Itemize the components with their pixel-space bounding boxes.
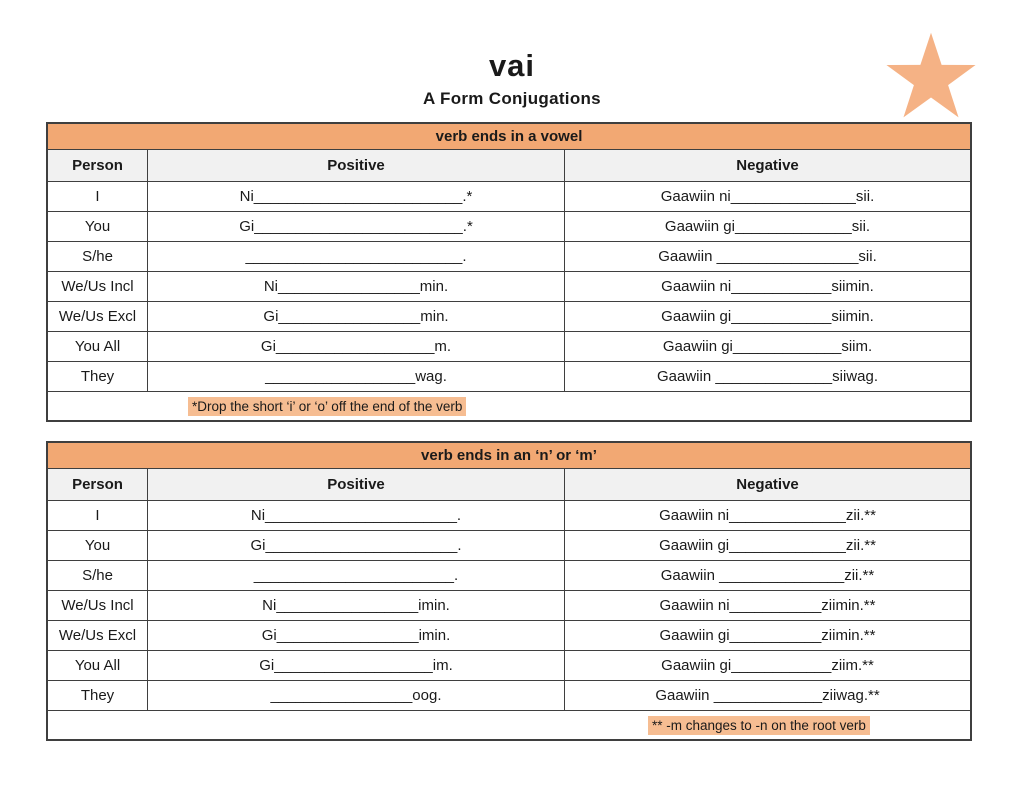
column-header-row bbox=[48, 468, 970, 500]
star-icon bbox=[884, 30, 978, 120]
negative-cell: Gaawiin ______________siiwag. bbox=[564, 362, 970, 391]
positive-cell: Ni_______________________. bbox=[147, 501, 564, 530]
conjugation-table-nm bbox=[46, 441, 972, 741]
negative-cell: Gaawiin gi______________zii.** bbox=[564, 531, 970, 560]
person-cell: You bbox=[84, 218, 111, 235]
column-header-person: Person bbox=[48, 150, 147, 181]
person-cell: S/he bbox=[82, 567, 113, 584]
table-row bbox=[48, 560, 970, 590]
positive-cell: __________________wag. bbox=[147, 362, 564, 391]
person-cell: We/Us Excl bbox=[58, 308, 137, 325]
table-row bbox=[48, 650, 970, 680]
table-title-band: verb ends in a vowel bbox=[48, 124, 970, 149]
negative-cell: Gaawiin _______________zii.** bbox=[564, 561, 970, 590]
person-cell: You All bbox=[74, 338, 121, 355]
person-cell: I bbox=[95, 188, 100, 205]
table-row bbox=[48, 301, 970, 331]
negative-cell: Gaawiin ni_______________sii. bbox=[564, 182, 970, 211]
person-cell: You All bbox=[74, 657, 121, 674]
column-header-negative: Negative bbox=[564, 150, 970, 181]
table-row bbox=[48, 590, 970, 620]
table-row bbox=[48, 241, 970, 271]
positive-cell: ________________________. bbox=[147, 561, 564, 590]
table-row bbox=[48, 271, 970, 301]
column-header-row bbox=[48, 149, 970, 181]
footnote-row bbox=[48, 710, 970, 739]
column-header-positive: Positive bbox=[147, 469, 564, 500]
column-header-negative: Negative bbox=[564, 469, 970, 500]
person-cell: They bbox=[80, 368, 115, 385]
table-row bbox=[48, 530, 970, 560]
positive-cell: Ni_________________________.* bbox=[147, 182, 564, 211]
positive-cell: _________________oog. bbox=[147, 681, 564, 710]
person-cell: S/he bbox=[82, 248, 113, 265]
negative-cell: Gaawiin gi_____________siim. bbox=[564, 332, 970, 361]
footnote-highlight: ** -m changes to -n on the root verb bbox=[648, 716, 870, 735]
positive-cell: Ni_________________imin. bbox=[147, 591, 564, 620]
page-subtitle: A Form Conjugations bbox=[423, 89, 601, 108]
negative-cell: Gaawiin ni___________ziimin.** bbox=[564, 591, 970, 620]
person-cell: We/Us Excl bbox=[58, 627, 137, 644]
negative-cell: Gaawiin ni______________zii.** bbox=[564, 501, 970, 530]
negative-cell: Gaawiin _________________sii. bbox=[564, 242, 970, 271]
person-cell: We/Us Incl bbox=[61, 278, 134, 295]
positive-cell: Gi_________________min. bbox=[147, 302, 564, 331]
person-cell: We/Us Incl bbox=[61, 597, 134, 614]
table-row bbox=[48, 331, 970, 361]
positive-cell: Gi___________________m. bbox=[147, 332, 564, 361]
negative-cell: Gaawiin gi____________ziim.** bbox=[564, 651, 970, 680]
positive-cell: Gi_______________________. bbox=[147, 531, 564, 560]
negative-cell: Gaawiin ni____________siimin. bbox=[564, 272, 970, 301]
negative-cell: Gaawiin gi___________ziimin.** bbox=[564, 621, 970, 650]
person-cell: I bbox=[95, 507, 100, 524]
table-row bbox=[48, 680, 970, 710]
positive-cell: __________________________. bbox=[147, 242, 564, 271]
positive-cell: Gi___________________im. bbox=[147, 651, 564, 680]
negative-cell: Gaawiin _____________ziiwag.** bbox=[564, 681, 970, 710]
table-row bbox=[48, 181, 970, 211]
negative-cell: Gaawiin gi______________sii. bbox=[564, 212, 970, 241]
column-header-positive: Positive bbox=[147, 150, 564, 181]
positive-cell: Ni_________________min. bbox=[147, 272, 564, 301]
column-header-person: Person bbox=[48, 469, 147, 500]
person-cell: You bbox=[84, 537, 111, 554]
table-row bbox=[48, 361, 970, 391]
negative-cell: Gaawiin gi____________siimin. bbox=[564, 302, 970, 331]
table-row bbox=[48, 211, 970, 241]
table-title-band: verb ends in an ‘n’ or ‘m’ bbox=[48, 443, 970, 468]
conjugation-table-vowel bbox=[46, 122, 972, 422]
table-row bbox=[48, 500, 970, 530]
person-cell: They bbox=[80, 687, 115, 704]
page-title: vai bbox=[488, 48, 536, 83]
table-row bbox=[48, 620, 970, 650]
positive-cell: Gi_________________imin. bbox=[147, 621, 564, 650]
footnote-row bbox=[48, 391, 970, 420]
positive-cell: Gi_________________________.* bbox=[147, 212, 564, 241]
footnote-highlight: *Drop the short ‘i’ or ‘o’ off the end of the verb bbox=[188, 397, 466, 416]
